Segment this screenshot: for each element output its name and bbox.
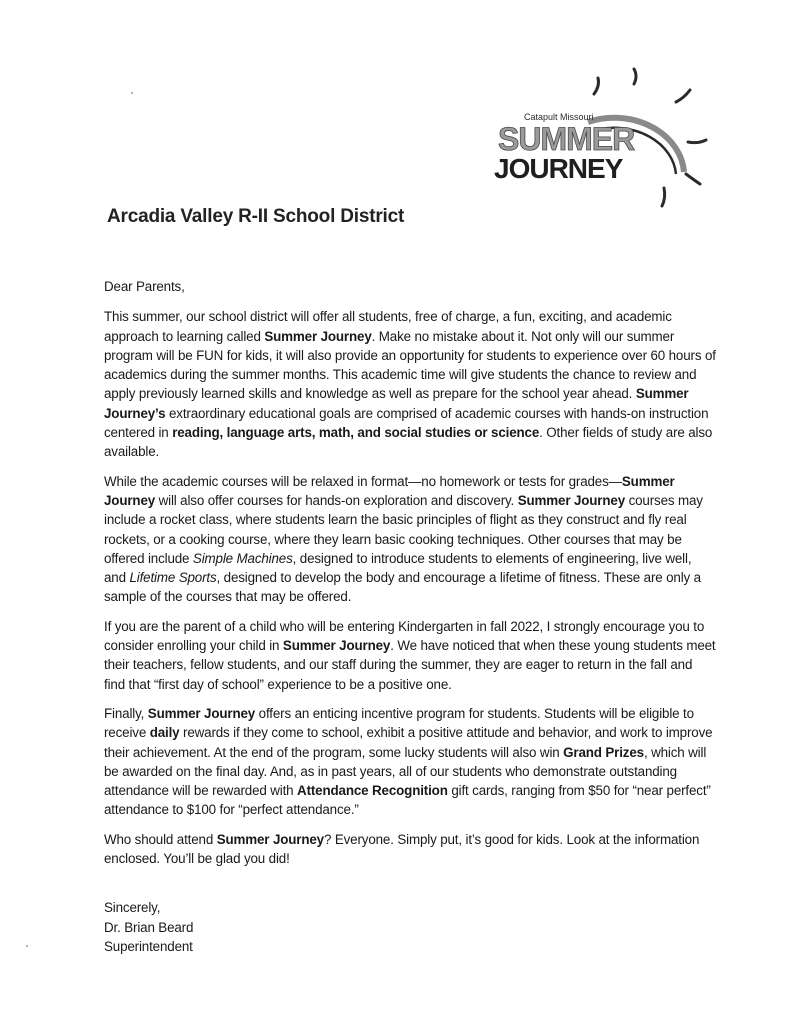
sun-logo-graphic bbox=[488, 62, 718, 212]
letter-body bbox=[104, 277, 716, 956]
text-run: offers an enticing incentive program for students. Students will be eligible to receive bbox=[104, 705, 694, 741]
bold-run: Summer Journey bbox=[147, 705, 256, 721]
scan-speck bbox=[131, 92, 133, 94]
text-run: , designed to develop the body and encourage a lifetime of fitness. These are only a sample of the courses that may be offered. bbox=[104, 570, 701, 605]
text-run: Who should attend bbox=[104, 831, 217, 847]
text-run: . We have noticed that when these young students meet their teachers, fellow students, and our staff during the summer, they are eager to return in the fall and find that “first day of school” experience to be a positive one. bbox=[104, 638, 716, 692]
logo-journey-word: JOURNEY bbox=[494, 153, 623, 184]
text-run: Finally, bbox=[104, 705, 148, 721]
text-run: , designed to introduce students to elements of engineering, live well, and bbox=[104, 550, 692, 586]
paragraph-intro bbox=[104, 307, 716, 461]
bold-run: Summer Journey bbox=[264, 328, 372, 344]
italic-run: Lifetime Sports bbox=[129, 570, 217, 586]
italic-run: Simple Machines bbox=[192, 550, 293, 566]
text-run: This summer, our school district will offer all students, free of charge, a fun, exciting, and academic approach to learning called bbox=[104, 309, 672, 344]
text-run: courses may include a rocket class, where students learn the basic principles of flight as they construct and fly real rockets, or a cooking course, where they learn basic cooking techniques. Other courses that may be offered include bbox=[104, 492, 703, 566]
paragraph-incentives bbox=[104, 704, 716, 820]
signer-title: Superintendent bbox=[104, 938, 193, 954]
text-run: If you are the parent of a child who will be entering Kindergarten in fall 2022, I strongly encourage you to consider enrolling your child in bbox=[104, 618, 705, 654]
bold-run: reading, language arts, math, and social studies or science bbox=[172, 425, 540, 441]
sign-off: Sincerely, bbox=[104, 900, 161, 916]
bold-run: Summer Journey’s bbox=[104, 386, 689, 421]
logo-summer-word: SUMMER bbox=[498, 121, 635, 157]
signer-name: Dr. Brian Beard bbox=[104, 919, 194, 935]
paragraph-kindergarten bbox=[104, 617, 716, 694]
summer-journey-logo bbox=[488, 62, 718, 212]
paragraph-closing-question bbox=[104, 830, 716, 869]
logo-catapult-text: Catapult Missouri bbox=[524, 112, 594, 122]
text-run: . Make no mistake about it. Not only will our summer program will be FUN for kids, it will also provide an opportunity for students to experience over 60 hours of academics during the summer months. This academic time will give students the chance to review and apply previously learned skills and knowledge as well as prepare for the school year ahead. bbox=[104, 328, 716, 402]
salutation: Dear Parents, bbox=[104, 279, 185, 294]
bold-run: Summer Journey bbox=[216, 831, 324, 847]
bold-run: Summer Journey bbox=[517, 492, 625, 508]
text-run: extraordinary educational goals are comprised of academic courses with hands-on instruction centered in bbox=[104, 405, 709, 441]
district-heading: Arcadia Valley R-II School District bbox=[107, 206, 405, 227]
text-run: ? Everyone. Simply put, it’s good for kids. Look at the information enclosed. You’ll be glad you did! bbox=[104, 831, 700, 867]
text-run: While the academic courses will be relaxed in format—no homework or tests for grades— bbox=[104, 473, 622, 489]
scan-speck bbox=[26, 945, 28, 947]
text-run: will also offer courses for hands-on exploration and discovery. bbox=[155, 492, 518, 508]
text-run: gift cards, ranging from $50 for “near perfect” attendance to $100 for “perfect attendance.” bbox=[104, 783, 711, 818]
text-run: rewards if they come to school, exhibit a positive attitude and behavior, and work to improve their achievement. At the end of the program, some lucky students will also win bbox=[104, 725, 713, 760]
bold-run: Attendance Recognition bbox=[297, 783, 448, 799]
bold-run: Summer Journey bbox=[104, 473, 675, 508]
signature-block bbox=[104, 898, 716, 956]
text-run: , which will be awarded on the final day. And, as in past years, all of our students who demonstrate outstanding attendance will be rewarded with bbox=[104, 744, 707, 799]
bold-run: daily bbox=[149, 725, 180, 741]
bold-run: Grand Prizes bbox=[563, 744, 644, 760]
bold-run: Summer Journey bbox=[282, 638, 391, 654]
paragraph-courses bbox=[104, 472, 716, 607]
text-run: . Other fields of study are also available. bbox=[104, 425, 713, 460]
